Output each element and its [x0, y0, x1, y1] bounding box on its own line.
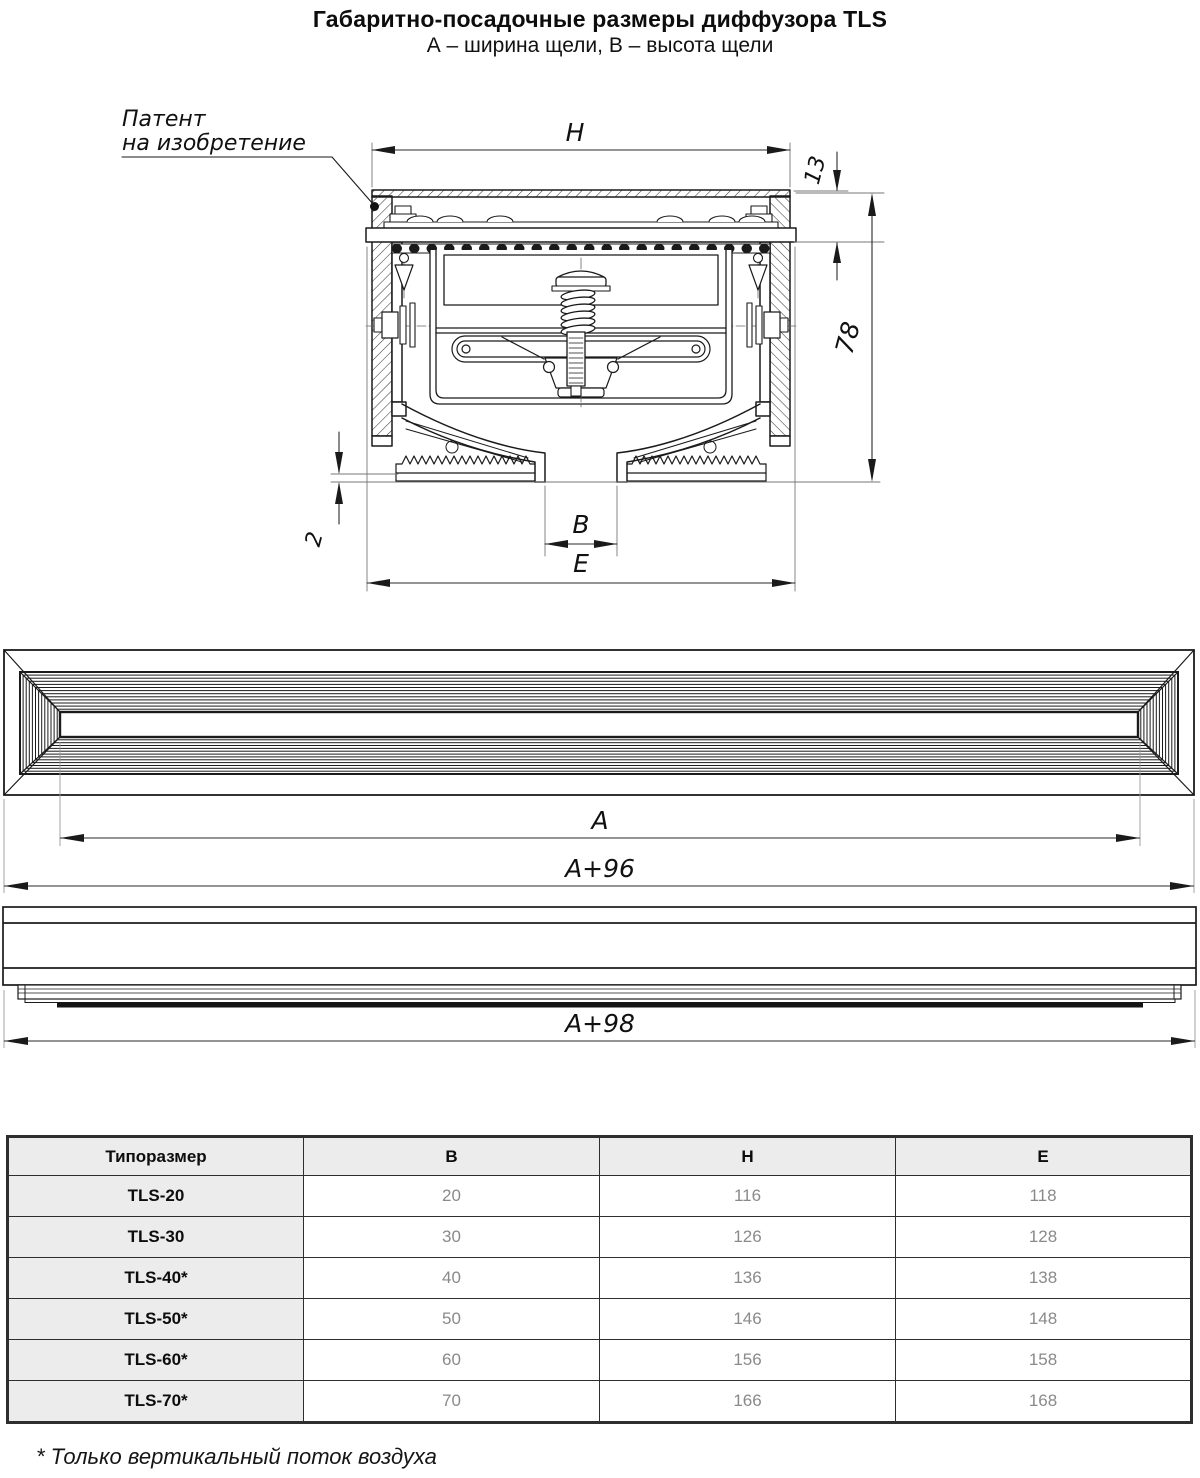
cell-h: 166	[600, 1381, 896, 1423]
table-row	[8, 1217, 1192, 1258]
cell-e: 138	[896, 1258, 1192, 1299]
screw-bumps	[407, 216, 765, 222]
patent-callout	[122, 107, 379, 211]
patent-leader-dot	[370, 202, 379, 211]
dim-label-b: B	[572, 510, 590, 539]
cell-e: 168	[896, 1381, 1192, 1423]
header-e: E	[896, 1137, 1192, 1176]
dimension-a	[60, 742, 1140, 846]
cell-h: 136	[600, 1258, 896, 1299]
dim-label-e: E	[573, 549, 589, 578]
cell-model: TLS-20	[8, 1176, 304, 1217]
dim-label-a96: A+96	[565, 854, 635, 883]
top-plate	[372, 190, 790, 197]
patent-label-line1: Патент	[122, 107, 206, 132]
cell-h: 116	[600, 1176, 896, 1217]
page-title: Габаритно-посадочные размеры диффузора TLS	[312, 6, 888, 32]
table-row	[8, 1299, 1192, 1340]
cell-model: TLS-70*	[8, 1381, 304, 1423]
dimension-78	[796, 193, 884, 482]
footnote: * Только вертикальный поток воздуха	[36, 1444, 437, 1469]
header-h: H	[600, 1137, 896, 1176]
header-b: B	[304, 1137, 600, 1176]
cross-section-figure	[122, 107, 884, 591]
cell-h: 126	[600, 1217, 896, 1258]
slot-face-strip	[57, 1003, 1143, 1008]
cell-h: 156	[600, 1340, 896, 1381]
dimension-h	[372, 118, 790, 187]
cell-b: 20	[304, 1176, 600, 1217]
cell-b: 40	[304, 1258, 600, 1299]
dimension-b	[545, 486, 617, 556]
cell-b: 60	[304, 1340, 600, 1381]
page-subtitle: А – ширина щели, В – высота щели	[426, 34, 774, 57]
frame-lip	[366, 228, 796, 242]
cell-b: 70	[304, 1381, 600, 1423]
cell-model: TLS-30	[8, 1217, 304, 1258]
dim-label-13: 13	[800, 153, 832, 188]
dim-label-a: A	[591, 806, 609, 835]
cell-e: 118	[896, 1176, 1192, 1217]
dim-label-h: H	[565, 118, 585, 147]
dimension-2	[301, 432, 880, 549]
table-header-row	[8, 1137, 1192, 1176]
header-typesize: Типоразмер	[8, 1137, 304, 1176]
dim-label-a98: A+98	[565, 1009, 635, 1038]
cell-b: 30	[304, 1217, 600, 1258]
slot-opening	[60, 712, 1138, 737]
cell-e: 148	[896, 1299, 1192, 1340]
table-row	[8, 1176, 1192, 1217]
table-row	[8, 1258, 1192, 1299]
cell-h: 146	[600, 1299, 896, 1340]
cell-model: TLS-60*	[8, 1340, 304, 1381]
cell-model: TLS-50*	[8, 1299, 304, 1340]
table-row	[8, 1381, 1192, 1423]
front-view-figure	[4, 650, 1194, 795]
side-view-figure	[3, 907, 1196, 1008]
cell-model: TLS-40*	[8, 1258, 304, 1299]
mount-profile	[18, 985, 1181, 999]
dim-label-2: 2	[300, 529, 329, 550]
dim-label-78: 78	[829, 318, 866, 357]
cell-b: 50	[304, 1299, 600, 1340]
cell-e: 158	[896, 1340, 1192, 1381]
size-table	[6, 1135, 1193, 1424]
table-row	[8, 1340, 1192, 1381]
patent-label-line2: на изобретение	[122, 131, 306, 156]
cell-e: 128	[896, 1217, 1192, 1258]
